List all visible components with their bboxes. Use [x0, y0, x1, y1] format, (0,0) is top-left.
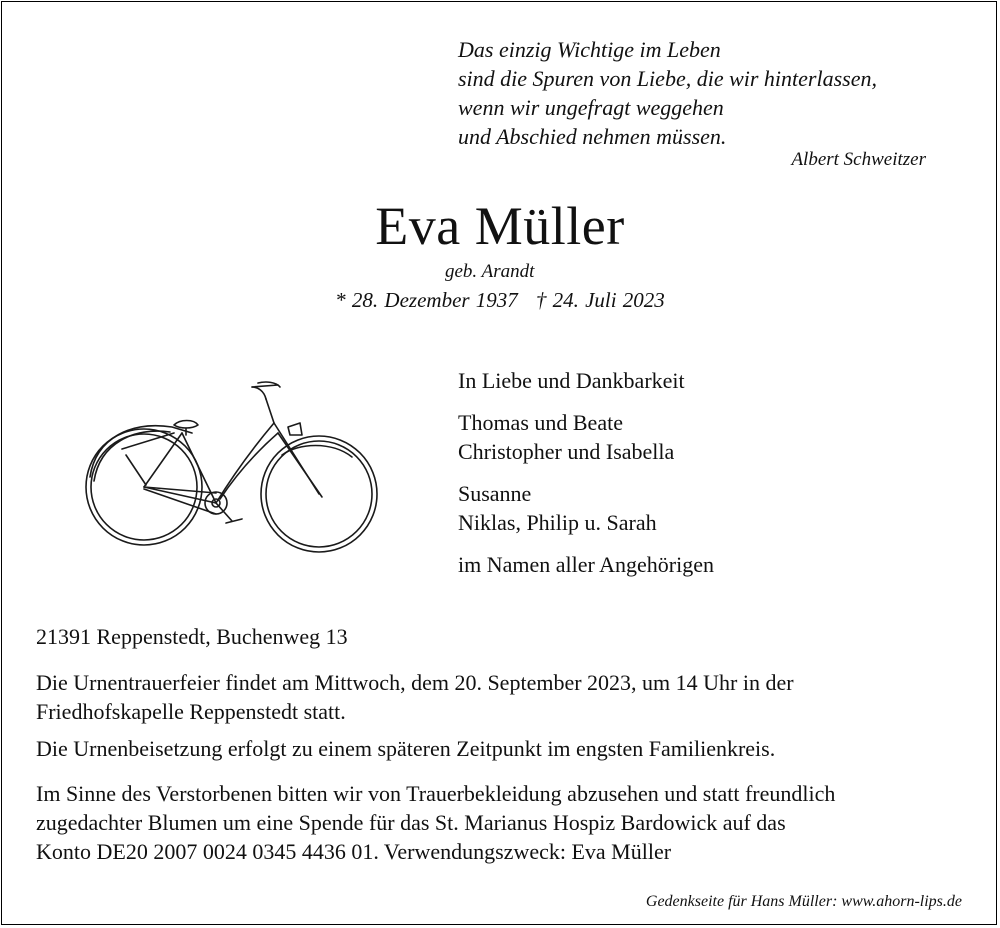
mourner-line: Niklas, Philip u. Sarah: [458, 510, 657, 535]
quote-line: Das einzig Wichtige im Leben: [458, 37, 721, 62]
quote-line: wenn wir ungefragt weggehen: [458, 95, 724, 120]
birth-date: * 28. Dezember 1937: [335, 288, 518, 312]
quote-line: und Abschied nehmen müssen.: [458, 124, 727, 149]
mourners-intro: In Liebe und Dankbarkeit: [458, 368, 685, 393]
mourner-line: Christopher und Isabella: [458, 439, 675, 464]
donation-line: Im Sinne des Verstorbenen bitten wir von Trauerbekleidung abzusehen und statt freundlich: [36, 781, 836, 806]
deceased-name: Eva Müller: [375, 196, 625, 256]
mourners: [458, 366, 958, 579]
mourner-line: Susanne: [458, 481, 532, 506]
burial-note: Die Urnenbeisetzung erfolgt zu einem späteren Zeitpunkt im engsten Familienkreis.: [36, 736, 776, 761]
quote-author: Albert Schweitzer: [791, 149, 926, 170]
donation-line: Konto DE20 2007 0024 0345 4436 01. Verwendungszweck: Eva Müller: [36, 839, 672, 864]
bicycle-icon: [82, 377, 380, 555]
memorial-page-link[interactable]: Gedenkseite für Hans Müller: www.ahorn-lips.de: [645, 893, 962, 910]
mourners-closing: im Namen aller Angehörigen: [458, 552, 714, 577]
death-date: † 24. Juli 2023: [535, 288, 665, 312]
donation-line: zugedachter Blumen um eine Spende für das St. Marianus Hospiz Bardowick auf das: [36, 810, 786, 835]
birth-name: geb. Arandt: [445, 261, 535, 282]
life-dates: [2, 288, 998, 313]
notice-body: [36, 622, 966, 866]
obituary-notice: [1, 1, 997, 925]
quote-line: sind die Spuren von Liebe, die wir hinterlassen,: [458, 66, 877, 91]
quote: [458, 35, 958, 151]
ceremony-line: Die Urnentrauerfeier findet am Mittwoch, dem 20. September 2023, um 14 Uhr in der: [36, 670, 794, 695]
mourner-line: Thomas und Beate: [458, 410, 623, 435]
ceremony-line: Friedhofskapelle Reppenstedt statt.: [36, 699, 346, 724]
address: 21391 Reppenstedt, Buchenweg 13: [36, 624, 348, 649]
